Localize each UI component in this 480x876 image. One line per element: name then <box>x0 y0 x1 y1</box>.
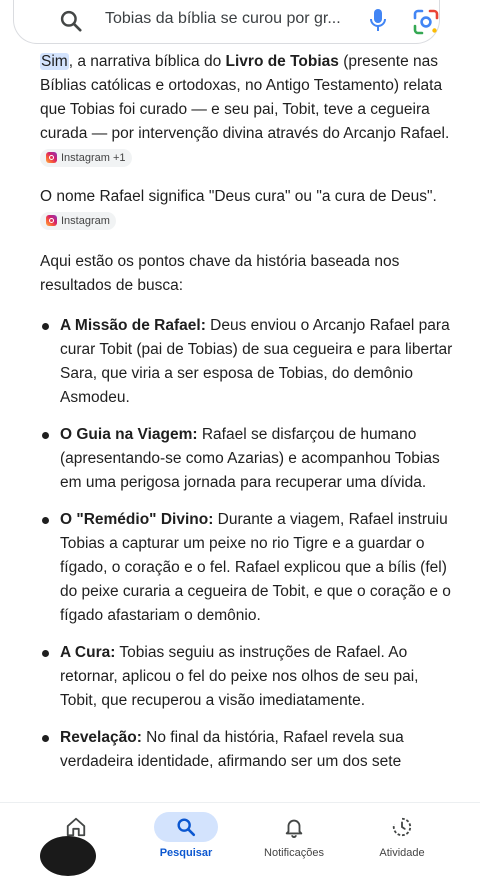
instagram-icon <box>46 215 57 226</box>
source-chip[interactable]: Instagram <box>40 212 116 230</box>
nav-label: Notificações <box>264 847 324 859</box>
nav-notifications[interactable] <box>246 803 342 859</box>
search-icon <box>58 8 84 34</box>
answer-intro: Sim, a narrativa bíblica do Livro de Tobias (presente nas Bíblias católicas e ortodoxas, no Antigo Testamento) relata que Tobias foi curado — e seu pai, Tobit, teve a cegueira curada — por intervenção divina através do Arcanjo Rafael. Instagram +1 <box>40 50 455 170</box>
list-item: Revelação: No final da história, Rafael revela sua verdadeira identidade, afirmando ser um dos sete <box>40 726 455 774</box>
search-bar[interactable] <box>13 0 440 44</box>
instagram-icon <box>46 152 57 163</box>
mic-icon[interactable] <box>367 7 389 33</box>
activity-icon <box>391 816 413 838</box>
key-points-list <box>40 314 455 774</box>
ai-answer <box>40 50 455 774</box>
list-item: O "Remédio" Divino: Durante a viagem, Rafael instruiu Tobias a capturar um peixe no rio Tigre e a guardar o fígado, o coração e o fel. Rafael explicou que a bílis (fel) do peixe curaria a cegueira de Tobit, e que o coração e o fígado afastariam o demônio. <box>40 508 455 628</box>
floating-avatar[interactable] <box>40 836 96 876</box>
search-icon <box>175 816 197 838</box>
bell-icon <box>283 816 305 838</box>
home-icon <box>65 816 87 838</box>
list-item: A Missão de Rafael: Deus enviou o Arcanjo Rafael para curar Tobit (pai de Tobias) de sua cegueira e para libertar Sara, que viria a ser esposa de Tobias, do demônio Asmodeu. <box>40 314 455 410</box>
nav-search[interactable] <box>138 803 234 859</box>
list-item: O Guia na Viagem: Rafael se disfarçou de humano (apresentando-se como Azarias) e acompanhou Tobias em uma perigosa jornada para recuperar uma dívida. <box>40 423 455 495</box>
source-chip[interactable]: Instagram +1 <box>40 149 132 167</box>
nav-label: Atividade <box>379 847 425 859</box>
highlighted-yes: Sim <box>41 53 68 70</box>
points-intro: Aqui estão os pontos chave da história baseada nos resultados de busca: <box>40 253 400 294</box>
rafael-meaning: O nome Rafael significa "Deus cura" ou "a cura de Deus". Instagram <box>40 185 455 233</box>
list-item: A Cura: Tobias seguiu as instruções de Rafael. Ao retornar, aplicou o fel do peixe nos olhos de seu pai, Tobit, que recuperou a visão imediatamente. <box>40 641 455 713</box>
nav-activity[interactable] <box>354 803 450 859</box>
lens-icon[interactable] <box>412 8 440 36</box>
search-input[interactable]: Tobias da bíblia se curou por gr... <box>105 10 341 27</box>
nav-label: Pesquisar <box>159 847 213 859</box>
